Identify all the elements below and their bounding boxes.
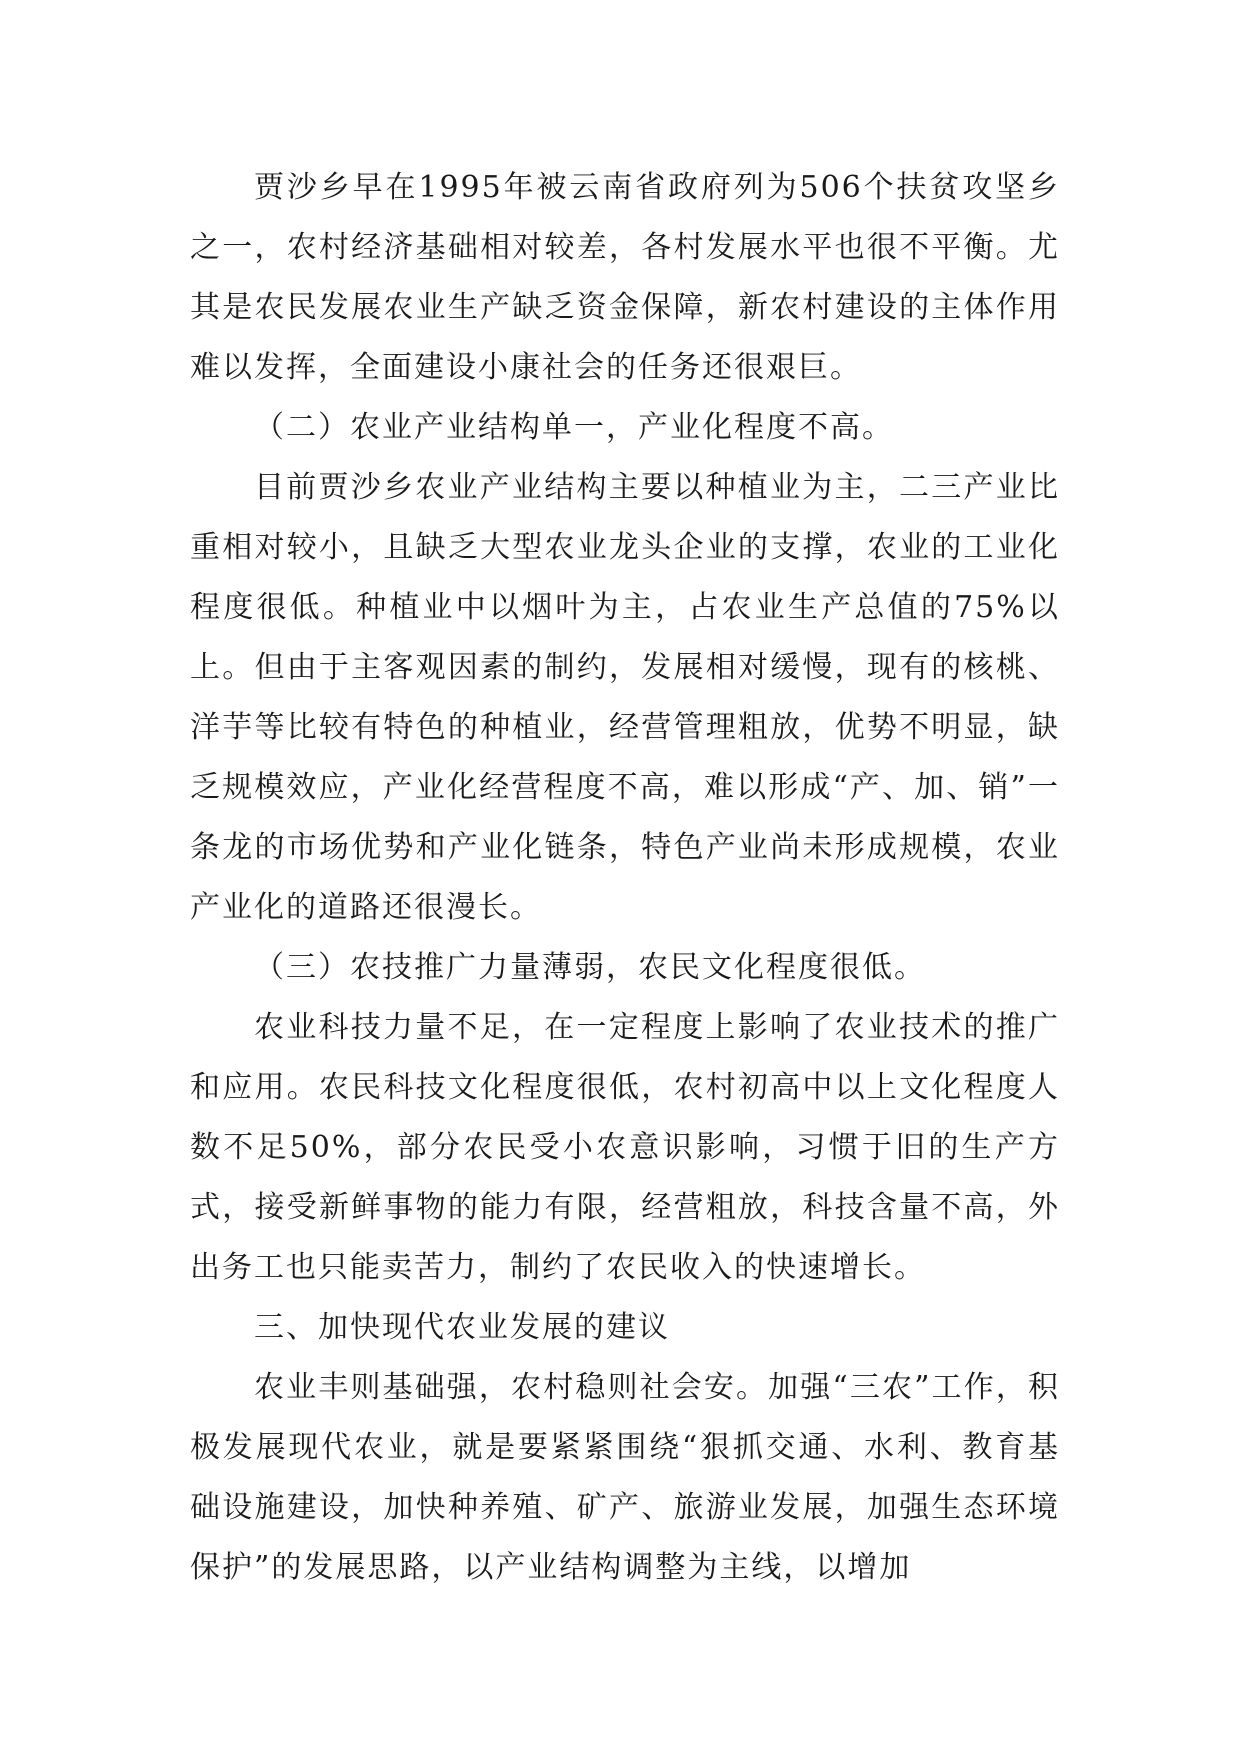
paragraph-3: 农业科技力量不足，在一定程度上影响了农业技术的推广和应用。农民科技文化程度很低，农村初高中以上文化程度人数不足50%，部分农民受小农意识影响，习惯于旧的生产方式，接受新鲜事物的能力有限，经营粗放，科技含量不高，外出务工也只能卖苦力，制约了农民收入的快速增长。 [190,1010,1060,1285]
section-heading-2: （二）农业产业结构单一，产业化程度不高。 [254,410,894,445]
section-heading-3: （三）农技推广力量薄弱，农民文化程度很低。 [254,950,926,985]
paragraph-2: 目前贾沙乡农业产业结构主要以种植业为主，二三产业比重相对较小，且缺乏大型农业龙头企业的支撑，农业的工业化程度很低。种植业中以烟叶为主，占农业生产总值的75%以上。但由于主客观因素的制约，发展相对缓慢，现有的核桃、洋芋等比较有特色的种植业，经营管理粗放，优势不明显，缺乏规模效应，产业化经营程度不高，难以形成“产、加、销”一条龙的市场优势和产业化链条，特色产业尚未形成规模，农业产业化的道路还很漫长。 [190,470,1060,925]
paragraph-1: 贾沙乡早在1995年被云南省政府列为506个扶贫攻坚乡之一，农村经济基础相对较差，各村发展水平也很不平衡。尤其是农民发展农业生产缺乏资金保障，新农村建设的主体作用难以发挥，全面建设小康社会的任务还很艰巨。 [190,170,1060,385]
document-body [190,158,1060,1598]
paragraph-4: 农业丰则基础强，农村稳则社会安。加强“三农”工作，积极发展现代农业，就是要紧紧围绕“狠抓交通、水利、教育基础设施建设，加快种养殖、矿产、旅游业发展，加强生态环境保护”的发展思路，以产业结构调整为主线，以增加 [190,1370,1060,1585]
chapter-heading-3: 三、加快现代农业发展的建议 [254,1310,670,1345]
